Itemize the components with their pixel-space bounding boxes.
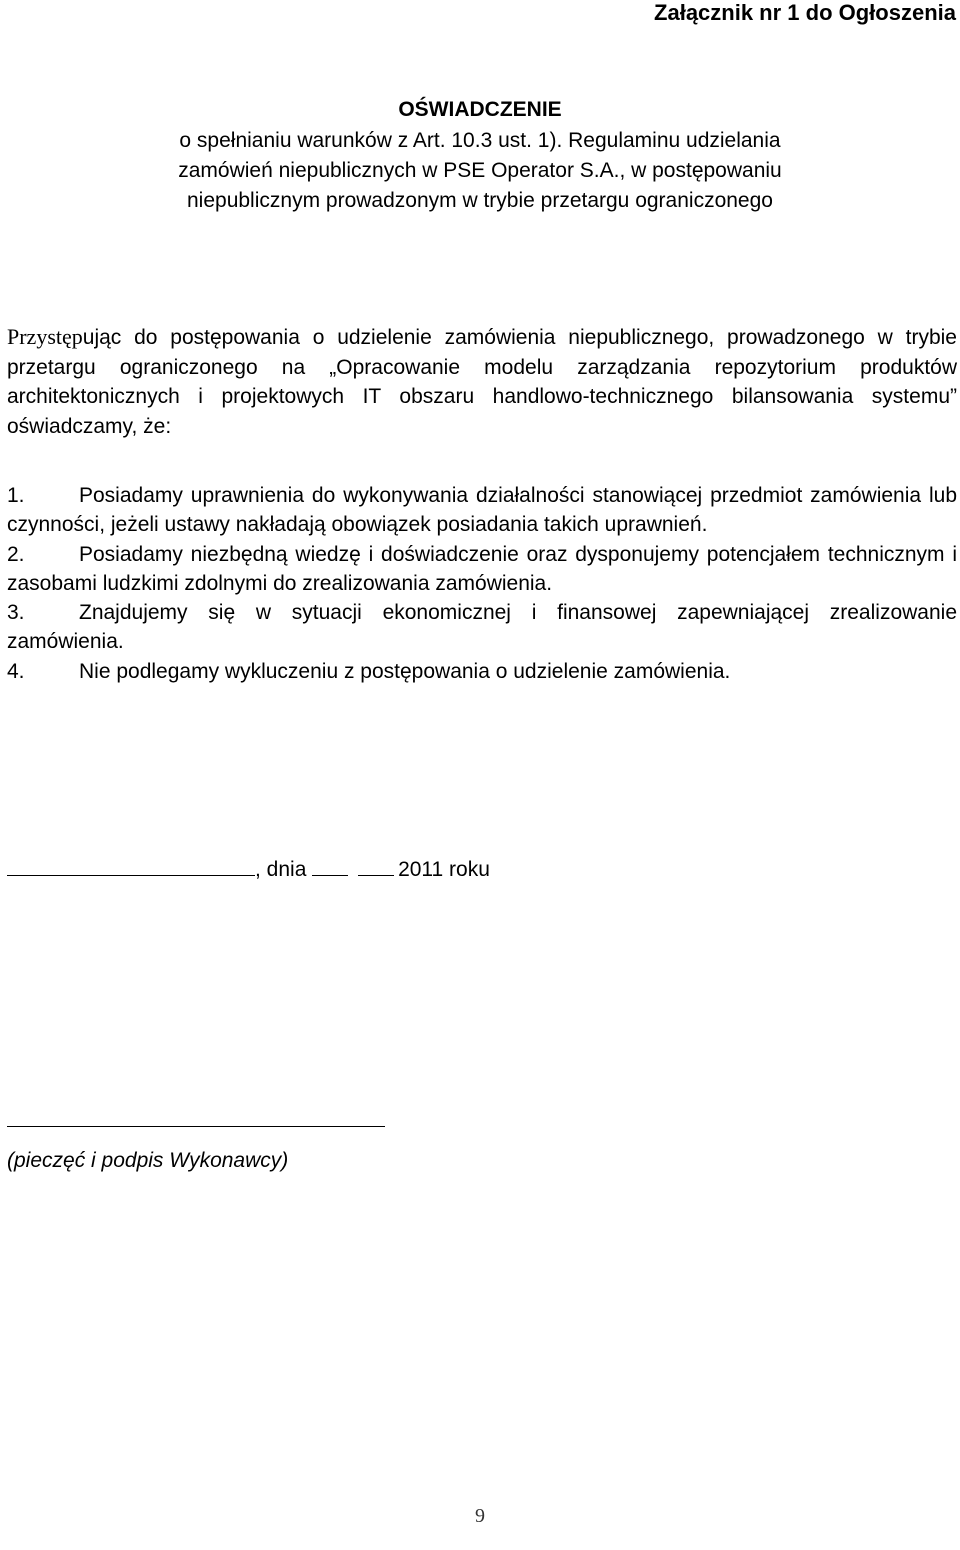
date-year: 2011 roku: [398, 858, 490, 881]
point-number: 1.: [7, 484, 25, 507]
attachment-header: Załącznik nr 1 do Ogłoszenia: [654, 0, 956, 25]
point-text: Posiadamy uprawnienia do wykonywania działalności stanowiącej przedmiot zamówienia lub czynności, jeżeli ustawy nakładają obowiązek posiadania takich uprawnień.: [7, 484, 957, 537]
place-blank: [7, 853, 255, 876]
declaration-points: [7, 481, 957, 686]
document-title: OŚWIADCZENIE: [398, 98, 562, 121]
point-text: Posiadamy niezbędną wiedzę i doświadczenie oraz dysponujemy potencjałem technicznym i zasobami ludzkimi zdolnymi do zrealizowania zamówienia.: [7, 542, 957, 595]
point-text: Nie podlegamy wykluczeniu z postępowania o udzielenie zamówienia.: [79, 659, 731, 683]
document-subtitle: o spełnianiu warunków z Art. 10.3 ust. 1). Regulaminu udzielania zamówień niepublicznych w PSE Operator S.A., w postępowaniu niepublicznym prowadzonym w trybie przetargu ograniczonego: [178, 129, 782, 212]
page-number: 9: [475, 1505, 485, 1527]
intro-paragraph: [7, 322, 957, 441]
declaration-point-2: [7, 540, 957, 599]
point-number: 4.: [7, 659, 25, 683]
month-blank: [358, 853, 394, 876]
point-number: 3.: [7, 601, 25, 625]
day-blank: [312, 853, 348, 876]
declaration-point-1: [7, 481, 957, 540]
point-text: Znajdujemy się w sytuacji ekonomicznej i finansowej zapewniającej zrealizowanie zamówienia.: [7, 601, 957, 654]
signature-caption: (pieczęć i podpis Wykonawcy): [7, 1149, 289, 1172]
point-number: 2.: [7, 542, 25, 566]
declaration-point-4: [7, 657, 957, 686]
signature-line: [7, 1126, 385, 1127]
place-date-line: [7, 853, 490, 884]
intro-lead: Przystęp: [7, 324, 83, 349]
date-separator: , dnia: [255, 858, 307, 881]
title-block: [0, 96, 960, 216]
intro-text: ując do postępowania o udzielenie zamówienia niepublicznego, prowadzonego w trybie przetargu ograniczonego na „Opracowanie modelu zarządzania repozytorium produktów architektonicznych i projektowych IT obszaru handlowo-technicznego bilansowania systemu” oświadczamy, że:: [7, 326, 957, 438]
declaration-point-3: [7, 598, 957, 657]
